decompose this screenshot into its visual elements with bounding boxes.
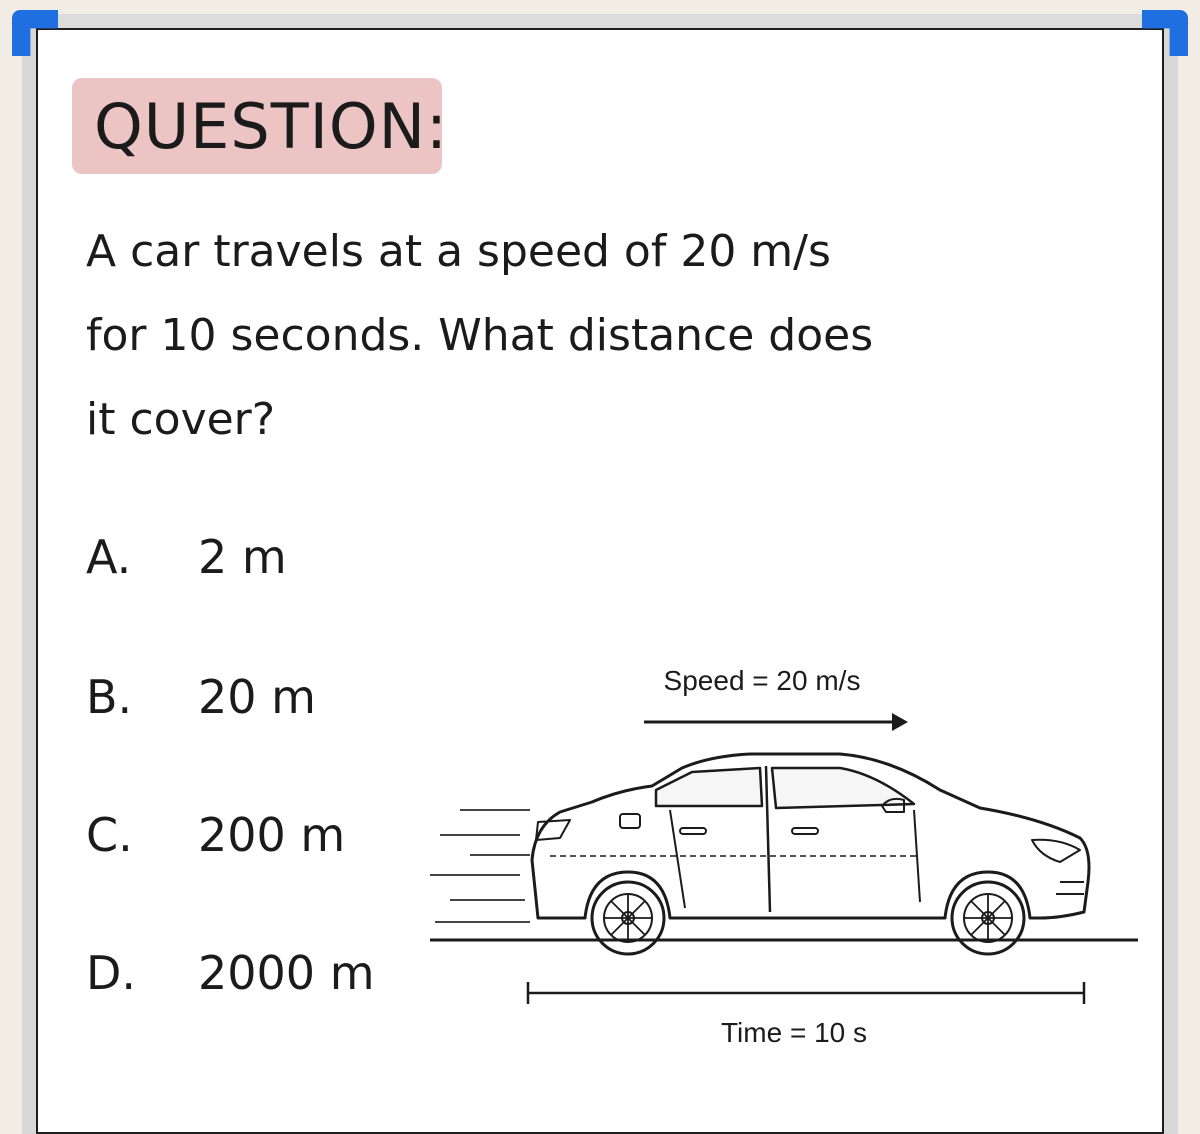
question-label: [72, 78, 448, 174]
option-text: 20 m: [198, 670, 316, 724]
question-text: [86, 210, 874, 462]
car-icon: [532, 754, 1089, 954]
option-text: 2000 m: [198, 946, 375, 1000]
time-bracket-icon: [528, 982, 1084, 1004]
time-label: Time = 10 s: [720, 1017, 868, 1048]
option-text: 200 m: [198, 808, 346, 862]
motion-lines-icon: [430, 810, 530, 922]
car-diagram: [420, 650, 1160, 1070]
option-letter: B.: [86, 670, 133, 724]
question-line: for 10 seconds. What distance does: [86, 310, 874, 361]
option-text: 2 m: [198, 530, 287, 584]
question-line: A car travels at a speed of 20 m/s: [86, 226, 831, 277]
option-letter: D.: [86, 946, 137, 1000]
option-letter: C.: [86, 808, 133, 862]
question-line: it cover?: [86, 394, 276, 445]
speed-label: Speed = 20 m/s: [663, 665, 861, 696]
option-c[interactable]: [86, 808, 345, 862]
question-title: QUESTION:: [94, 89, 448, 163]
option-letter: A.: [86, 530, 132, 584]
option-b[interactable]: [86, 670, 316, 724]
option-d[interactable]: [86, 946, 375, 1000]
option-a[interactable]: [86, 530, 287, 584]
speed-arrow-icon: [644, 713, 908, 731]
